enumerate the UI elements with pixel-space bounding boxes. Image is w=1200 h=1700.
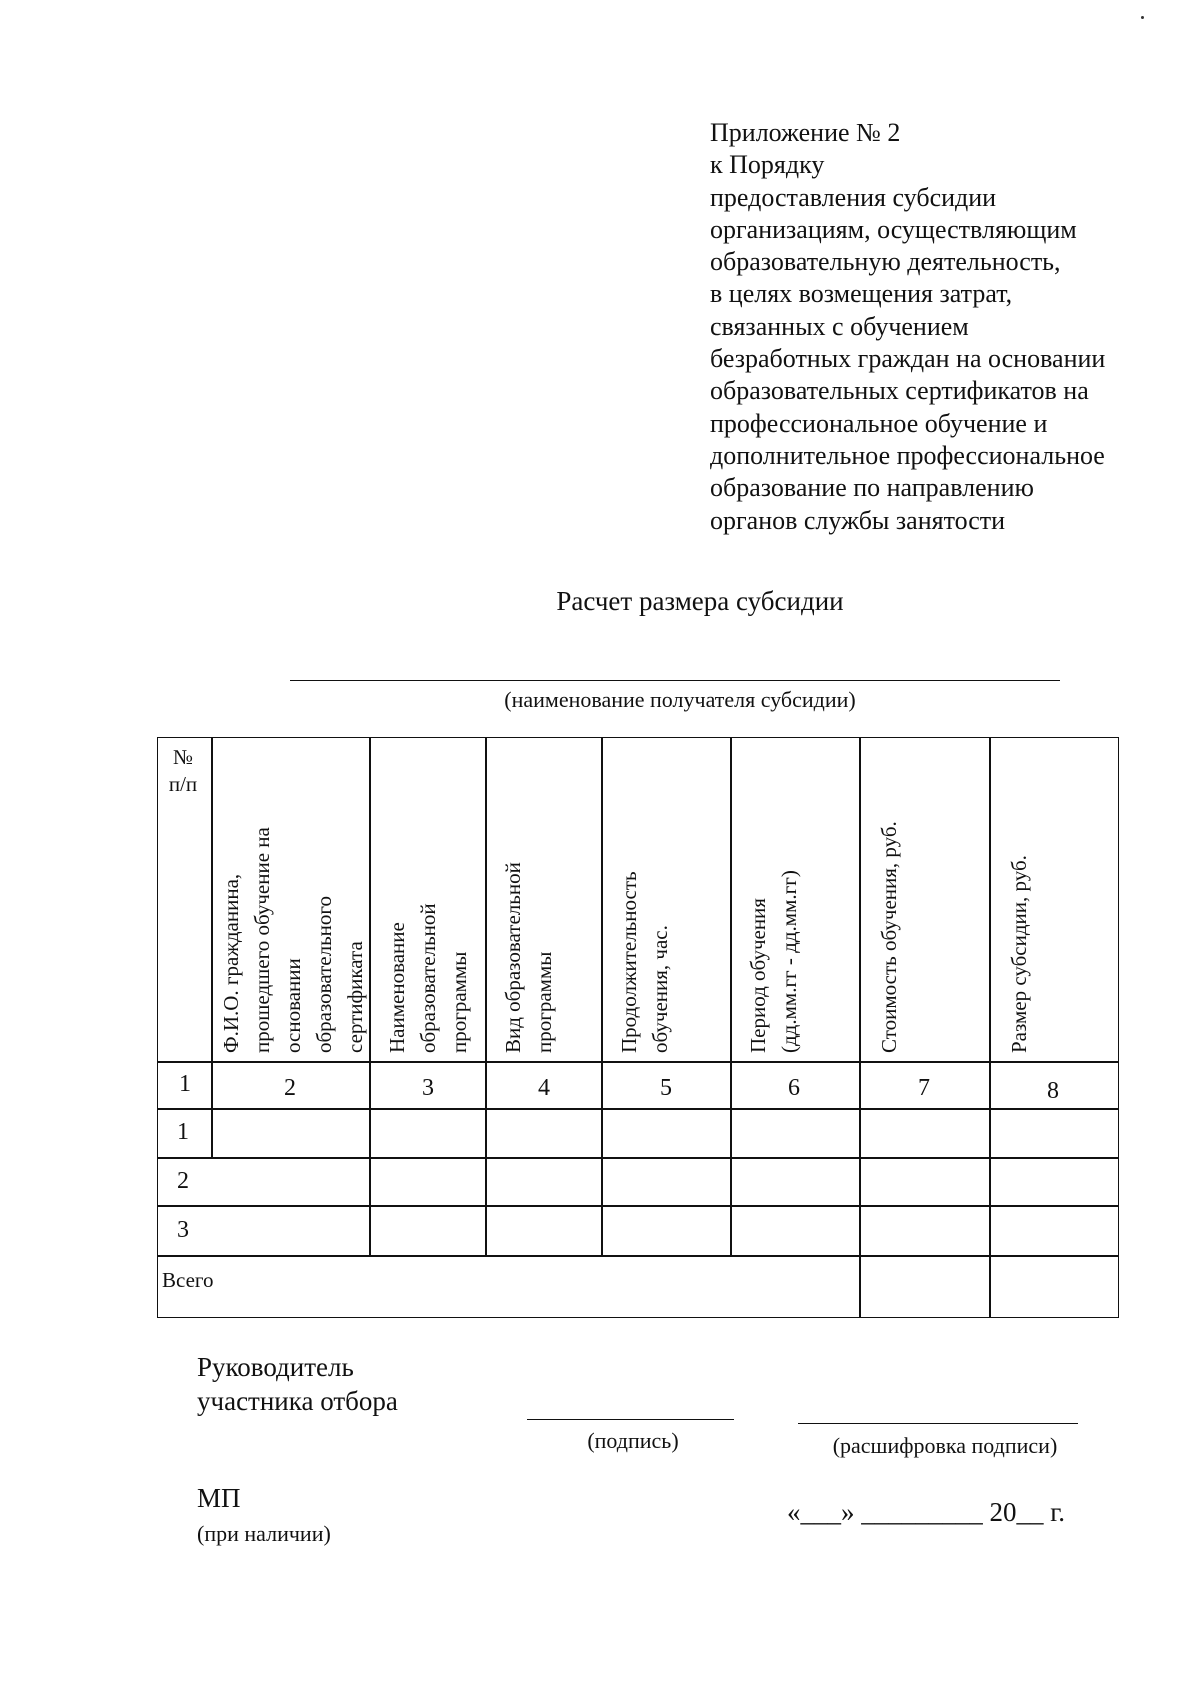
grid-line: [211, 738, 213, 1157]
signatory-line: участника отбора: [197, 1386, 398, 1416]
header-line: Вид образовательной: [501, 862, 525, 1053]
appendix-line: Приложение № 2: [710, 118, 901, 147]
date-field[interactable]: «___» _________ 20__ г.: [787, 1497, 1066, 1527]
header-subsidy-amount: [1004, 855, 1035, 1053]
row-number: 3: [177, 1217, 189, 1243]
appendix-line: дополнительное профессиональное: [710, 440, 1105, 470]
grid-line: [601, 738, 603, 1256]
header-line: (дд.мм.гг - дд.мм.гг): [777, 870, 801, 1053]
header-number-line: п/п: [168, 772, 198, 796]
signature-decode-line[interactable]: [798, 1423, 1078, 1424]
signature-line[interactable]: [527, 1419, 734, 1420]
header-duration: [614, 871, 676, 1053]
grid-line: [158, 1108, 1118, 1110]
column-number: 2: [284, 1075, 296, 1101]
header-line: Наименование: [385, 922, 409, 1053]
grid-line: [859, 738, 861, 1317]
column-number: 6: [788, 1075, 800, 1101]
stamp-label: МП: [197, 1483, 241, 1513]
subsidy-table: [157, 737, 1119, 1318]
recipient-name-line[interactable]: [290, 680, 1060, 681]
header-line: образовательного: [312, 896, 336, 1053]
grid-line: [989, 738, 991, 1317]
appendix-line: образование по направлению: [710, 473, 1034, 503]
header-line: Период обучения: [746, 898, 770, 1053]
header-line: прошедшего обучение на: [250, 827, 274, 1053]
appendix-line: к Порядку: [710, 150, 825, 180]
header-line: Размер субсидии, руб.: [1007, 855, 1031, 1053]
appendix-line: органов службы занятости: [710, 505, 1006, 535]
header-line: программы: [532, 951, 556, 1053]
recipient-caption: (наименование получателя субсидии): [504, 687, 856, 712]
scan-speck: [1141, 16, 1144, 19]
header-program-name: [382, 903, 475, 1053]
header-line: программы: [447, 951, 471, 1053]
appendix-line: организациям, осуществляющим: [710, 214, 1077, 244]
column-number: 3: [422, 1075, 434, 1101]
header-line: сертификата: [343, 941, 367, 1053]
appendix-line: в целях возмещения затрат,: [710, 279, 1013, 309]
column-number: 7: [918, 1075, 930, 1101]
grid-line: [158, 1205, 1118, 1207]
signature-decode-caption: (расшифровка подписи): [832, 1433, 1058, 1458]
appendix-line: образовательных сертификатов на: [710, 376, 1089, 406]
appendix-line: профессиональное обучение и: [710, 408, 1048, 438]
header-line: Стоимость обучения, руб.: [877, 821, 901, 1053]
column-number: 1: [179, 1071, 191, 1097]
header-period: [743, 870, 805, 1053]
header-line: образовательной: [416, 903, 440, 1053]
grid-line: [158, 1255, 1118, 1257]
grid-line: [158, 1061, 1118, 1063]
signatory-line: Руководитель: [197, 1352, 354, 1382]
appendix-line: связанных с обучением: [710, 311, 969, 341]
header-program-type: [498, 862, 560, 1053]
header-line: основании: [281, 958, 305, 1053]
header-cost: [874, 821, 905, 1053]
appendix-line: образовательную деятельность,: [710, 247, 1061, 277]
grid-line: [730, 738, 732, 1256]
row-number: 2: [177, 1168, 189, 1194]
header-number-line: №: [172, 745, 194, 769]
column-number: 8: [1047, 1078, 1059, 1104]
appendix-line: предоставления субсидии: [710, 182, 997, 212]
column-number: 4: [538, 1075, 550, 1101]
appendix-line: безработных граждан на основании: [710, 344, 1106, 374]
header-full-name: [216, 827, 371, 1053]
stamp-note: (при наличии): [197, 1521, 331, 1546]
document-title: Расчет размера субсидии: [556, 586, 844, 616]
signatory-title: [197, 1350, 398, 1418]
appendix-header: [710, 117, 1180, 537]
total-label: Всего: [162, 1268, 214, 1292]
row-number: 1: [177, 1119, 189, 1145]
header-line: Продолжительность: [617, 871, 641, 1053]
column-number: 5: [660, 1075, 672, 1101]
header-line: обучения, час.: [648, 925, 672, 1053]
grid-line: [158, 1157, 1118, 1159]
grid-line: [485, 738, 487, 1256]
header-line: Ф.И.О. гражданина,: [219, 873, 243, 1053]
signature-caption: (подпись): [587, 1428, 679, 1453]
header-number: [164, 744, 202, 798]
